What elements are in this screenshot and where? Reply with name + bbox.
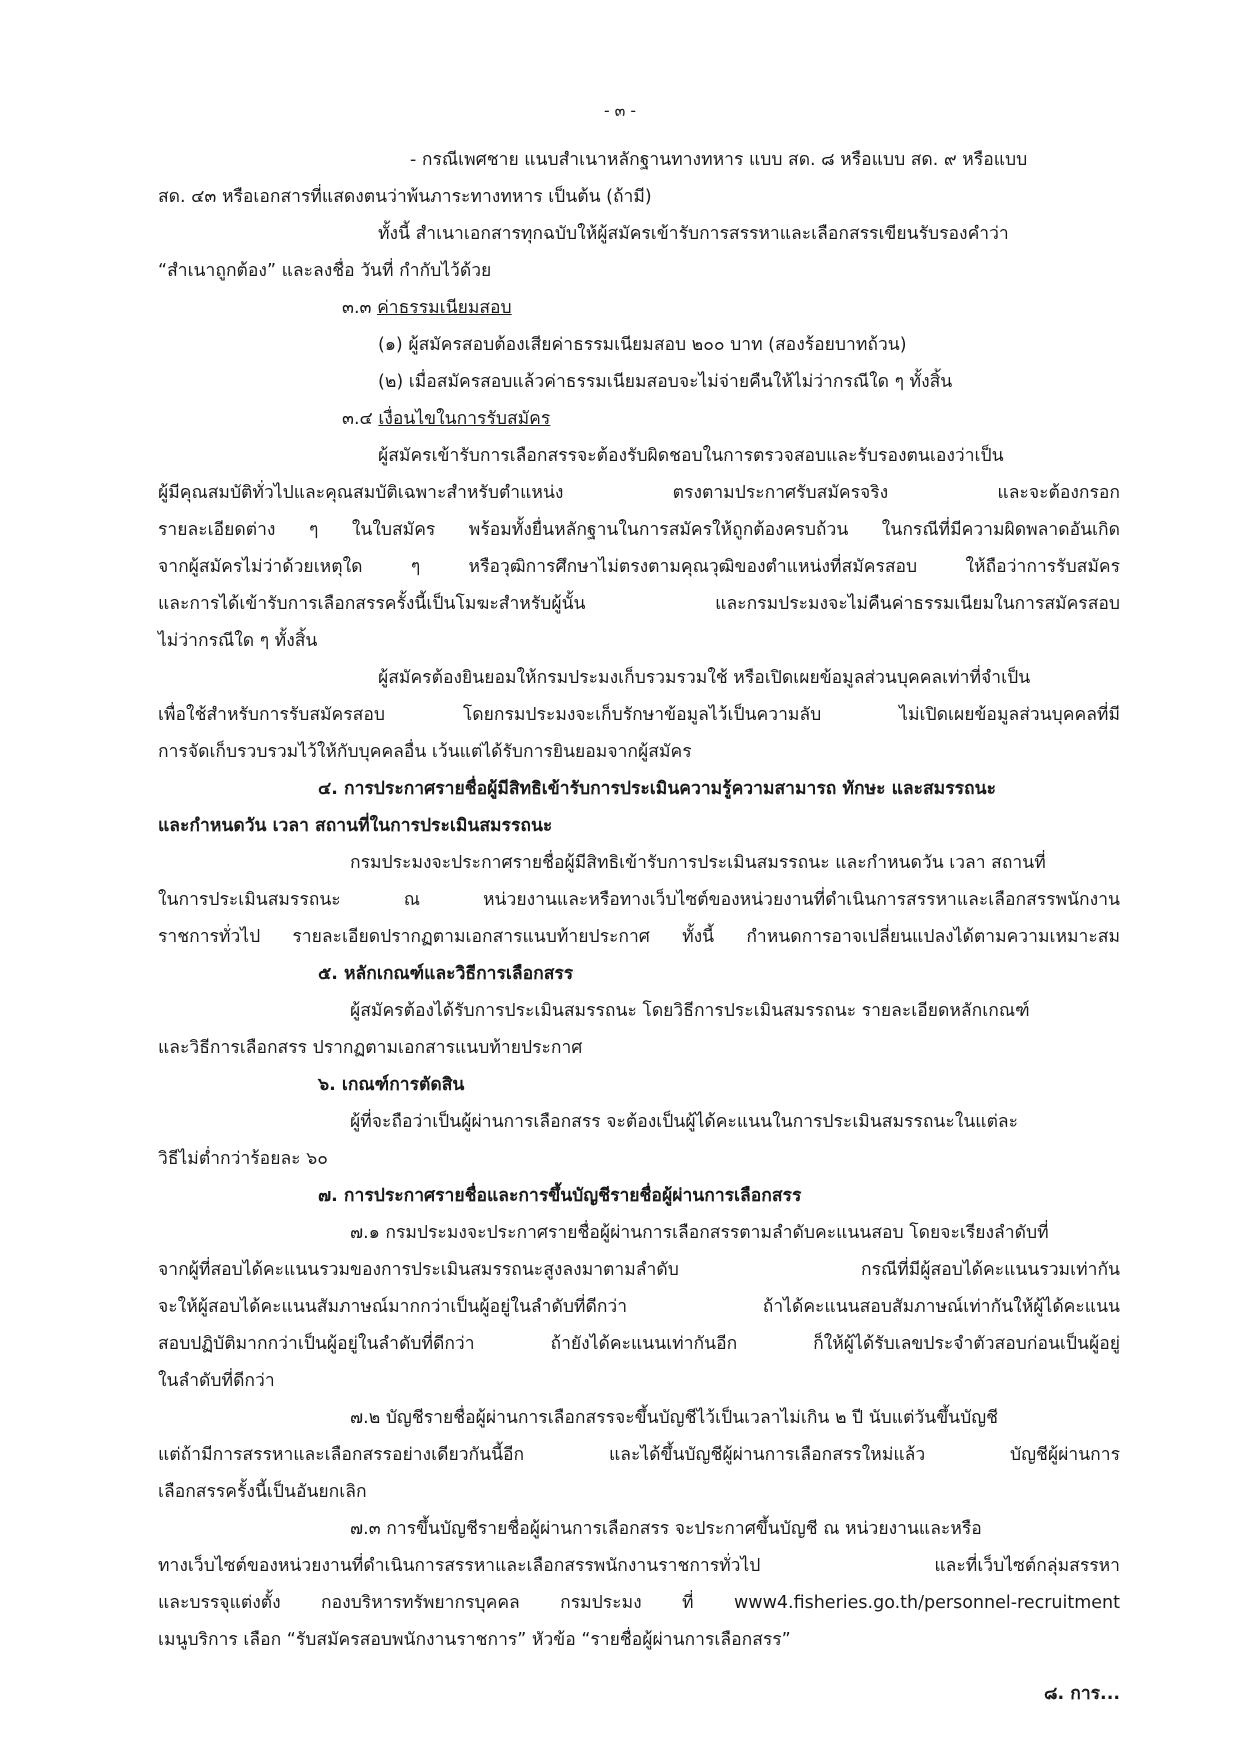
paragraph-line: ๗.๓ การขึ้นบัญชีรายชื่อผู้ผ่านการเลือกสรร จะประกาศขึ้นบัญชี ณ หน่วยงานและหรือ [350, 1519, 982, 1539]
paragraph-line: แต่ถ้ามีการสรรหาและเลือกสรรอย่างเดียวกันนี้อีก และได้ขึ้นบัญชีผู้ผ่านการเลือกสรรใหม่แล้ว บัญชีผู้ผ่านการ [158, 1445, 1120, 1465]
section-number: ๓.๔ [342, 409, 373, 429]
paragraph-line: ผู้ที่จะถือว่าเป็นผู้ผ่านการเลือกสรร จะต้องเป็นผู้ได้คะแนนในการประเมินสมรรถนะในแต่ละ [350, 1112, 1019, 1132]
paragraph-line: สอบปฏิบัติมากกว่าเป็นผู้อยู่ในลำดับที่ดีกว่า ถ้ายังได้คะแนนเท่ากันอีก ก็ให้ผู้ได้รับเลขประจำตัวสอบก่อนเป็นผู้อยู่ [158, 1334, 1120, 1354]
paragraph-line: เมนูบริการ เลือก “รับสมัครสอบพนักงานราชการ” หัวข้อ “รายชื่อผู้ผ่านการเลือกสรร” [158, 1630, 791, 1650]
paragraph-line: และวิธีการเลือกสรร ปรากฏตามเอกสารแนบท้ายประกาศ [158, 1038, 583, 1058]
section-3-3-heading [342, 290, 512, 327]
paragraph-line: ๗.๒ บัญชีรายชื่อผู้ผ่านการเลือกสรรจะขึ้นบัญชีไว้เป็นเวลาไม่เกิน ๒ ปี นับแต่วันขึ้นบัญชี [350, 1408, 999, 1428]
paragraph-line: และบรรจุแต่งตั้ง กองบริหารทรัพยากรบุคคล กรมประมง ที่ www4.fisheries.go.th/personnel-recruitment [158, 1593, 1120, 1613]
paragraph-line: จะให้ผู้สอบได้คะแนนสัมภาษณ์มากกว่าเป็นผู้อยู่ในลำดับที่ดีกว่า ถ้าได้คะแนนสอบสัมภาษณ์เท่ากันให้ผู้ได้คะแนน [158, 1297, 1120, 1317]
paragraph-line: ทางเว็บไซต์ของหน่วยงานที่ดำเนินการสรรหาและเลือกสรรพนักงานราชการทั่วไป และที่เว็บไซต์กลุ่มสรรหา [158, 1556, 1120, 1576]
section-4-heading: ๔. การประกาศรายชื่อผู้มีสิทธิเข้ารับการประเมินความรู้ความสามารถ ทักษะ และสมรรถนะ [318, 779, 996, 799]
paragraph-line: ในการประเมินสมรรถนะ ณ หน่วยงานและหรือทางเว็บไซต์ของหน่วยงานที่ดำเนินการสรรหาและเลือกสรรพนักงาน [158, 890, 1120, 910]
paragraph-line: เลือกสรรครั้งนี้เป็นอันยกเลิก [158, 1482, 367, 1502]
paragraph-line: ในลำดับที่ดีกว่า [158, 1371, 275, 1391]
section-title: เงื่อนไขในการรับสมัคร [378, 409, 551, 429]
paragraph-line: - กรณีเพศชาย แนบสำเนาหลักฐานทางทหาร แบบ สด. ๘ หรือแบบ สด. ๙ หรือแบบ [410, 150, 1028, 170]
section-4-heading-cont: และกำหนดวัน เวลา สถานที่ในการประเมินสมรรถนะ [158, 816, 553, 836]
paragraph-line: ผู้สมัครต้องยินยอมให้กรมประมงเก็บรวมรวมใช้ หรือเปิดเผยข้อมูลส่วนบุคคลเท่าที่จำเป็น [378, 668, 1031, 688]
section-5-heading: ๕. หลักเกณฑ์และวิธีการเลือกสรร [318, 964, 574, 984]
paragraph-line: ราชการทั่วไป รายละเอียดปรากฏตามเอกสารแนบท้ายประกาศ ทั้งนี้ กำหนดการอาจเปลี่ยนแปลงได้ตามความเหมาะสม [158, 927, 1120, 947]
section-number: ๓.๓ [342, 298, 372, 318]
paragraph-line: รายละเอียดต่าง ๆ ในใบสมัคร พร้อมทั้งยื่นหลักฐานในการสมัครให้ถูกต้องครบถ้วน ในกรณีที่มีความผิดพลาดอันเกิด [158, 520, 1120, 540]
paragraph-line: ไม่ว่ากรณีใด ๆ ทั้งสิ้น [158, 631, 318, 651]
paragraph-line: “สำเนาถูกต้อง” และลงชื่อ วันที่ กำกับไว้ด้วย [158, 261, 492, 281]
paragraph-line: ผู้มีคุณสมบัติทั่วไปและคุณสมบัติเฉพาะสำหรับตำแหน่ง ตรงตามประกาศรับสมัครจริง และจะต้องกรอก [158, 483, 1120, 503]
section-3-4-heading [342, 401, 550, 438]
paragraph-line: ผู้สมัครเข้ารับการเลือกสรรจะต้องรับผิดชอบในการตรวจสอบและรับรองตนเองว่าเป็น [378, 446, 1004, 466]
paragraph-line: และการได้เข้ารับการเลือกสรรครั้งนี้เป็นโมฆะสำหรับผู้นั้น และกรมประมงจะไม่คืนค่าธรรมเนียมในการสมัครสอบ [158, 594, 1120, 614]
list-item: (๒) เมื่อสมัครสอบแล้วค่าธรรมเนียมสอบจะไม่จ่ายคืนให้ไม่ว่ากรณีใด ๆ ทั้งสิ้น [378, 372, 953, 392]
paragraph-line: กรมประมงจะประกาศรายชื่อผู้มีสิทธิเข้ารับการประเมินสมรรถนะ และกำหนดวัน เวลา สถานที่ [350, 853, 1046, 873]
paragraph-line: สด. ๔๓ หรือเอกสารที่แสดงตนว่าพ้นภาระทางทหาร เป็นต้น (ถ้ามี) [158, 187, 652, 207]
paragraph-line: วิธีไม่ต่ำกว่าร้อยละ ๖๐ [158, 1149, 328, 1169]
continuation-marker: ๘. การ... [1043, 1684, 1120, 1704]
section-7-heading: ๗. การประกาศรายชื่อและการขึ้นบัญชีรายชื่อผู้ผ่านการเลือกสรร [318, 1186, 802, 1206]
paragraph-line: จากผู้สมัครไม่ว่าด้วยเหตุใด ๆ หรือวุฒิการศึกษาไม่ตรงตามคุณวุฒิของตำแหน่งที่สมัครสอบ ให้ถือว่าการรับสมัคร [158, 557, 1120, 577]
paragraph-line: เพื่อใช้สำหรับการรับสมัครสอบ โดยกรมประมงจะเก็บรักษาข้อมูลไว้เป็นความลับ ไม่เปิดเผยข้อมูลส่วนบุคคลที่มี [158, 705, 1120, 725]
page-number: - ๓ - [603, 101, 637, 120]
section-title: ค่าธรรมเนียมสอบ [377, 298, 512, 318]
paragraph-line: ผู้สมัครต้องได้รับการประเมินสมรรถนะ โดยวิธีการประเมินสมรรถนะ รายละเอียดหลักเกณฑ์ [350, 1001, 1030, 1021]
paragraph-line: การจัดเก็บรวบรวมไว้ให้กับบุคคลอื่น เว้นแต่ได้รับการยินยอมจากผู้สมัคร [158, 742, 692, 762]
paragraph-line: ๗.๑ กรมประมงจะประกาศรายชื่อผู้ผ่านการเลือกสรรตามลำดับคะแนนสอบ โดยจะเรียงลำดับที่ [350, 1223, 1049, 1243]
section-6-heading: ๖. เกณฑ์การตัดสิน [318, 1075, 465, 1095]
paragraph-line: จากผู้ที่สอบได้คะแนนรวมของการประเมินสมรรถนะสูงลงมาตามลำดับ กรณีที่มีผู้สอบได้คะแนนรวมเท่ากัน [158, 1260, 1120, 1280]
list-item: (๑) ผู้สมัครสอบต้องเสียค่าธรรมเนียมสอบ ๒๐๐ บาท (สองร้อยบาทถ้วน) [378, 335, 907, 355]
paragraph-line: ทั้งนี้ สำเนาเอกสารทุกฉบับให้ผู้สมัครเข้ารับการสรรหาและเลือกสรรเขียนรับรองคำว่า [378, 224, 1009, 244]
